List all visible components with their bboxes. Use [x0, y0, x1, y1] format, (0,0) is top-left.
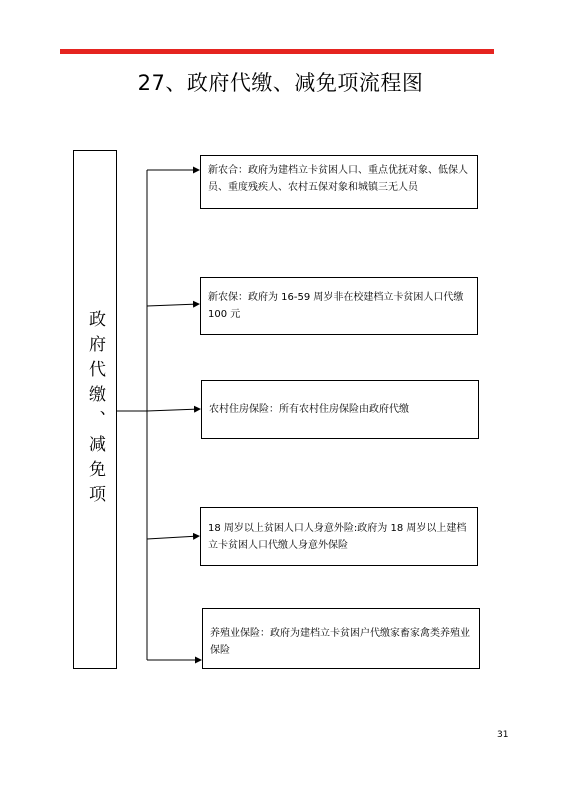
flow-item-new-rural-cooperative [200, 155, 478, 209]
flow-item-accident-insurance [200, 507, 478, 566]
arrow-to-item-2 [147, 304, 199, 306]
flow-item-text: 新农保：政府为 16-59 周岁非在校建档立卡贫困人口代缴 100 元 [208, 292, 464, 320]
flow-item-new-rural-pension [200, 277, 478, 335]
flow-item-text: 18 周岁以上贫困人口人身意外险:政府为 18 周岁以上建档立卡贫困人口代缴人身意外保险 [208, 522, 467, 551]
flow-item-text: 养殖业保险：政府为建档立卡贫困户代缴家畜家禽类养殖业保险 [210, 628, 470, 656]
arrow-to-item-4 [147, 536, 199, 539]
flow-item-rural-housing-insurance [201, 380, 479, 439]
page-number: 31 [497, 730, 509, 740]
flow-item-text: 农村住房保险：所有农村住房保险由政府代缴 [209, 404, 409, 415]
root-node-label: 政府代缴、减免项 [85, 309, 105, 510]
arrow-to-item-3 [147, 409, 200, 411]
page-title: 27、政府代缴、减免项流程图 [137, 71, 424, 95]
flow-item-text: 新农合：政府为建档立卡贫困人口、重点优抚对象、低保人员、重度残疾人、农村五保对象和城镇三无人员 [208, 165, 468, 193]
flow-item-livestock-insurance [202, 608, 480, 669]
